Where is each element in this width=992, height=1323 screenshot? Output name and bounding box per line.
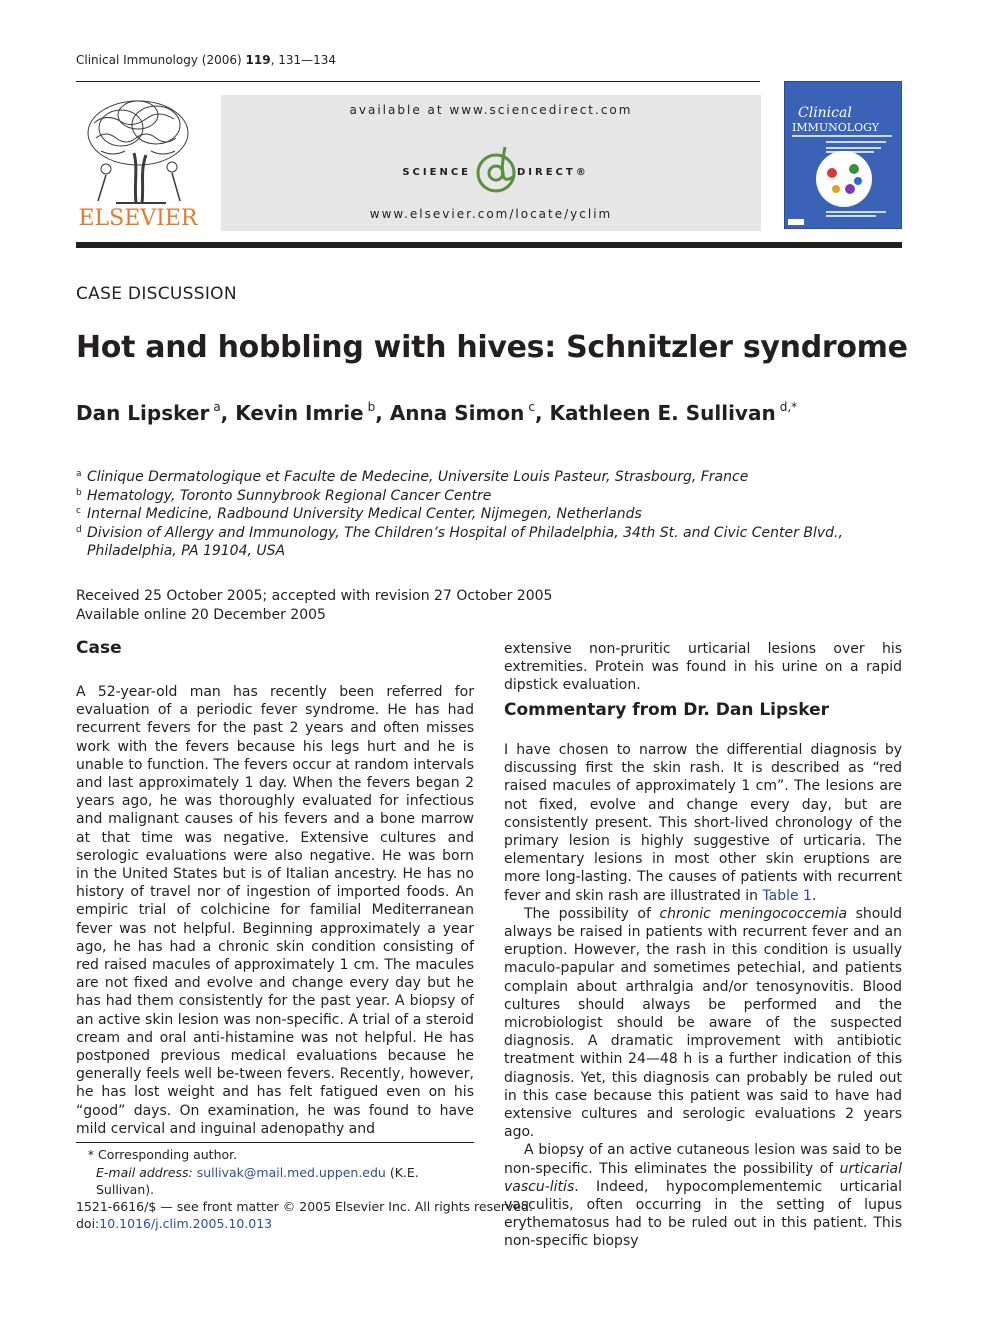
journal-cover [784, 81, 902, 229]
author-affil-mark: c [528, 400, 535, 414]
issn-copyright: 1521-6616/$ — see front matter © 2005 Elsevier Inc. All rights reserved. [76, 1199, 533, 1214]
commentary-heading: Commentary from Dr. Dan Lipsker [504, 700, 830, 720]
elsevier-tree-icon [76, 93, 200, 205]
availability-text: available at www.sciencedirect.com [349, 103, 633, 117]
author-name: Dan Lipsker [76, 401, 210, 425]
affiliation: b Hematology, Toronto Sunnybrook Regional Cancer Centre [76, 487, 492, 504]
author-name: Kathleen E. Sullivan [549, 401, 776, 425]
author-affil-mark: b [367, 400, 376, 414]
article-history [76, 587, 552, 624]
author-name: Anna Simon [389, 401, 525, 425]
cover-title-line2: IMMUNOLOGY [792, 121, 879, 134]
page-range: , 131—134 [270, 53, 336, 67]
sciencedirect-logo [221, 145, 761, 195]
running-head [76, 53, 336, 67]
email-label: E-mail address: [96, 1164, 193, 1180]
sciencedirect-at-icon [473, 145, 519, 195]
header-rule [76, 81, 760, 82]
case-paragraph-continued: extensive non-pruritic urticarial lesions over his extremities. Protein was found in his urine on a rapid dipstick evaluation. [504, 641, 902, 694]
commentary-paragraph: I have chosen to narrow the differential diagnosis by discussing first the skin rash. It is described as “red raised macules of approximately 1 cm”. The lesions are not fixed, evolve and change every day, but are consistently present. This short-lived chronology of the primary lesion is highly suggestive of urticaria. The elementary lesions in most other skin eruptions are more long-lasting. The causes of patients with recurrent fever and skin rash are illustrated in Table 1. [504, 742, 902, 904]
volume-number: 119 [245, 53, 271, 67]
sd-logo-right: DIRECT® [517, 167, 589, 178]
journal-url[interactable]: www.elsevier.com/locate/yclim [369, 207, 613, 221]
footnote-rule [76, 1142, 474, 1143]
online-date: Available online 20 December 2005 [76, 606, 326, 623]
affiliation-list [76, 468, 906, 561]
sd-logo-left: SCIENCE [402, 167, 471, 178]
email-link[interactable]: sullivak@mail.med.uppen.edu [196, 1164, 386, 1180]
footnote-mark: * [87, 1147, 94, 1162]
author-name: Kevin Imrie [235, 401, 364, 425]
doi-label: doi: [76, 1215, 100, 1231]
author-affil-mark: d,* [779, 400, 798, 414]
author-affil-mark: a [213, 400, 221, 414]
cover-title-line1: Clinical [798, 105, 852, 121]
affiliation: d Division of Allergy and Immunology, The Children’s Hospital of Philadelphia, 34th St. and Civic Center Blvd., Philadelphia, PA 19104, USA [76, 524, 843, 559]
table-1-link[interactable]: Table 1 [762, 887, 812, 904]
page-footer [76, 1199, 533, 1232]
affiliation: c Internal Medicine, Radbound University Medical Center, Nijmegen, Netherlands [76, 506, 642, 522]
article-title: Hot and hobbling with hives: Schnitzler syndrome [76, 330, 908, 365]
commentary-paragraph: The possibility of chronic meningococcemia should always be raised in patients with recurrent fever and an eruption. However, the rash in this condition is usually maculo-papular and sometimes petechial, and patients complain about arthralgia and/or tenosynovitis. Blood cultures should always be performed and the microbiologist should be aware of the suspected diagnosis. A dramatic improvement with antibiotic treatment within 24—48 h is a further indication of this diagnosis. Yet, this diagnosis can probably be ruled out in this case because this patient was said to have had extensive cultures and serologic evaluations 2 years ago. [504, 905, 902, 1141]
email-owner: (K.E. Sullivan). [96, 1164, 419, 1197]
sciencedirect-banner [221, 95, 761, 231]
author-list: Dan Lipsker $^a$, Kevin Imrie $^b$, Anna Simon $^c$, Kathleen E. Sullivan $^{d,*}$ [76, 400, 798, 425]
doi-link[interactable]: 10.1016/j.clim.2005.10.013 [99, 1215, 273, 1231]
case-heading: Case [76, 638, 122, 658]
elsevier-logo [76, 93, 200, 233]
case-paragraph: A 52-year-old man has recently been referred for evaluation of a periodic fever syndrome. He has had recurrent fevers for the past 2 years and often misses work with the fevers because his legs hurt and he is unable to function. The fevers occur at random intervals and last approximately 1 day. When the fevers began 2 years ago, he was thoroughly evaluated for infectious and malignant causes of his fevers and a bone marrow at that time was negative. Extensive cultures and serologic evaluations were also negative. He was born in the United States but is of Italian ancestry. He has no history of travel nor of ingestion of imported foods. An empiric trial of colchicine for familial Mediterranean fever was not helpful. Beginning approximately a year ago, he has had a chronic skin condition consisting of red raised macules of approximately 1 cm. The macules are not fixed and evolve and change every day but he has had them consistently for the past year. A biopsy of an active skin lesion was non-specific. A trial of a steroid cream and oral anti-histamine was not helpful. He has postponed previous medical evaluations because he generally feels well be-tween fevers. Recently, however, he has lost weight and has felt fatigued even on his “good” days. On examination, he was found to have mild cervical and inguinal adenopathy and [76, 684, 474, 1137]
corresponding-label: Corresponding author. [98, 1147, 238, 1162]
received-date: Received 25 October 2005; accepted with revision 27 October 2005 [76, 588, 553, 604]
journal-cover-image [784, 81, 902, 229]
commentary-body [504, 741, 902, 1251]
journal-citation: Clinical Immunology (2006) [76, 53, 242, 67]
affiliation: a Clinique Dermatologique et Faculte de Medecine, Universite Louis Pasteur, Strasbourg, France [76, 469, 749, 485]
elsevier-wordmark: ELSEVIER [78, 206, 198, 231]
commentary-paragraph: A biopsy of an active cutaneous lesion was said to be non-specific. This eliminates the possibility of urticarial vascu-litis. Indeed, hypocomplementemic urticarial vasculitis, often occurring in the setting of lupus erythematosus had to be ruled out in this patient. This non-specific biopsy [504, 1142, 902, 1250]
header-thick-rule [76, 242, 902, 248]
corresponding-author-footnote [76, 1146, 474, 1199]
article-type: CASE DISCUSSION [76, 284, 237, 304]
